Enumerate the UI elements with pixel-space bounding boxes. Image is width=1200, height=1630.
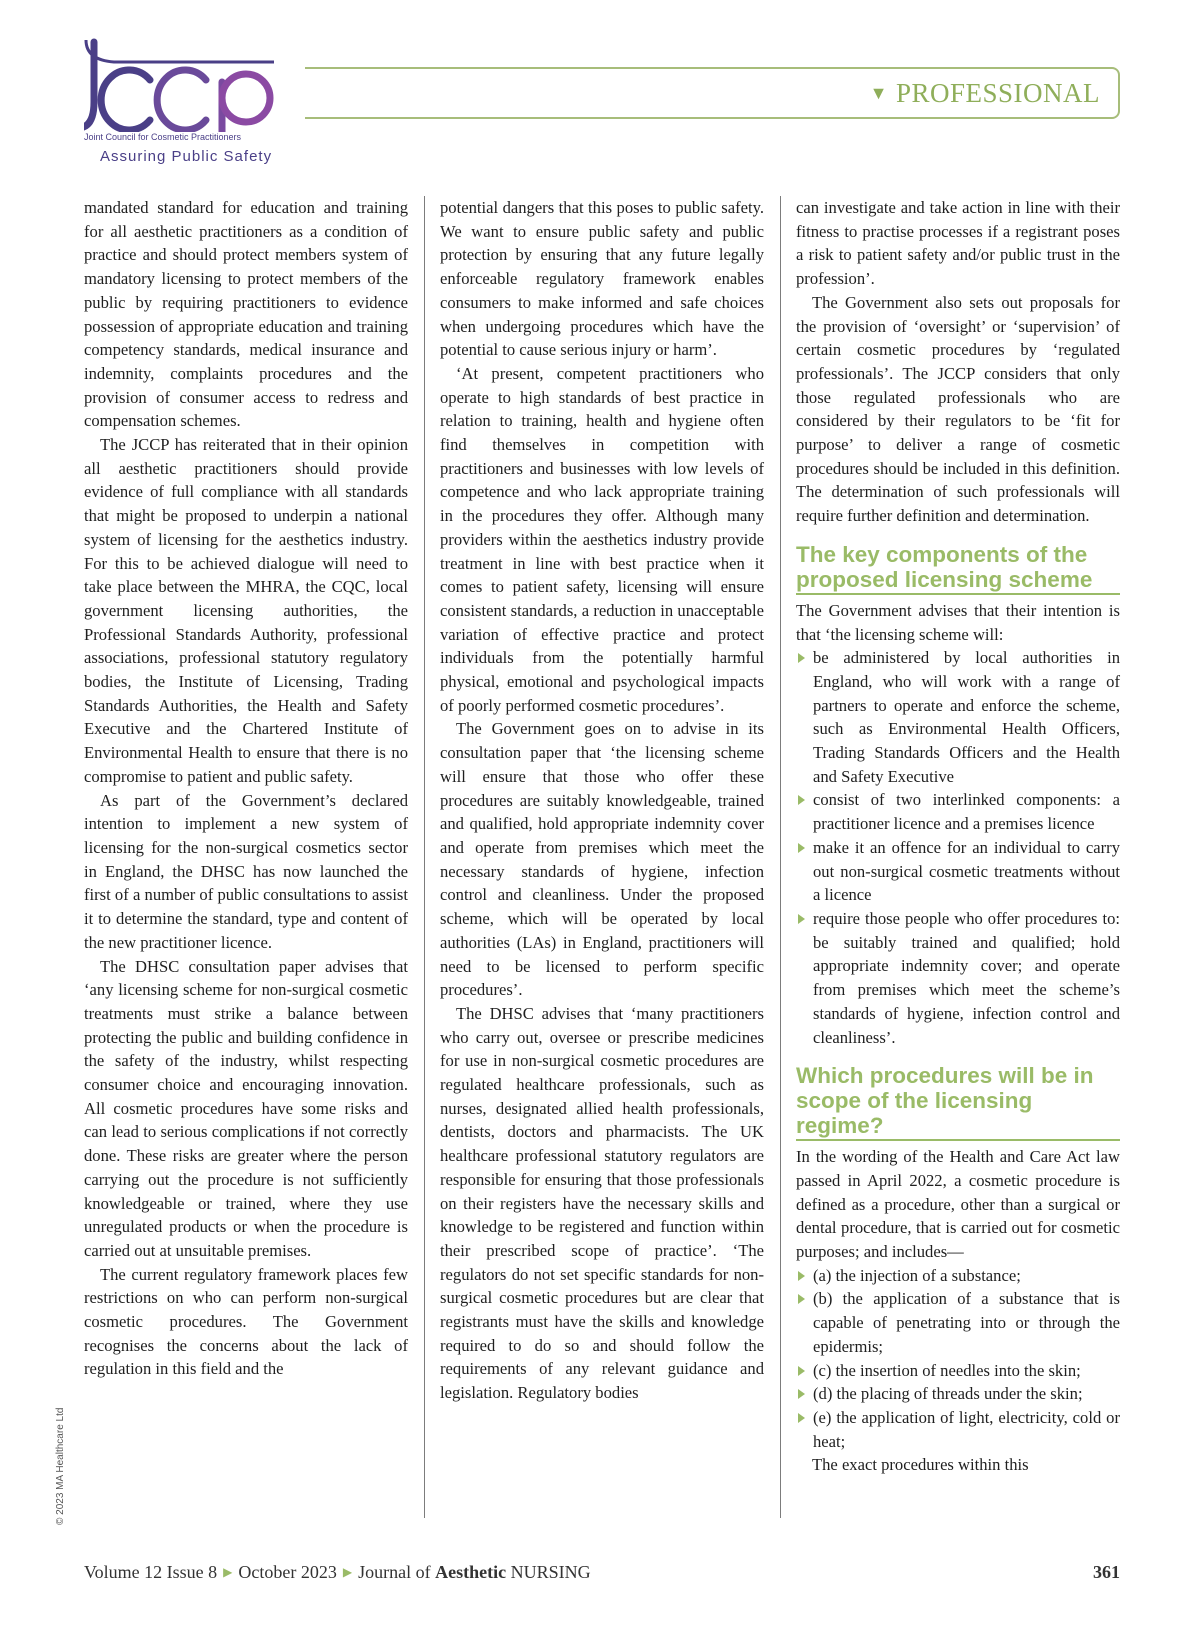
paragraph: The Government advises that their intention is that ‘the licensing scheme will: bbox=[796, 600, 1120, 644]
paragraph: The DHSC consultation paper advises that ‘any licensing scheme for non-surgical cosmetic treatments must strike a balance between protecting the public and building confidence in the safety of the industry, whilst respecting consumer choice and encouraging innovation. All cosmetic procedures have some risks and can lead to serious complications if not correctly done. These risks are greater where the person carrying out the procedure is not sufficiently knowledgeable or trained, where they use unregulated products or when the procedure is carried out at unsuitable premises. bbox=[84, 956, 408, 1260]
list-item: (e) the application of light, electricity, cold or heat; bbox=[796, 1406, 1120, 1453]
copyright-notice: © 2023 MA Healthcare Ltd bbox=[55, 1407, 66, 1525]
subheading-procedures-in-scope: Which procedures will be in scope of the licensing regime? bbox=[796, 1063, 1120, 1141]
section-banner bbox=[305, 67, 1120, 119]
subheading-key-components: The key components of the proposed licensing scheme bbox=[796, 542, 1120, 595]
section-triangle-icon: ▼ bbox=[869, 83, 888, 103]
paragraph: can investigate and take action in line with their fitness to practise processes if a registrant poses a risk to patient safety and/or public trust in the profession’. bbox=[796, 198, 1120, 289]
section-label bbox=[870, 78, 1100, 109]
footer-journal-bold: Aesthetic bbox=[435, 1562, 507, 1582]
paragraph: The exact procedures within this bbox=[812, 1455, 1029, 1475]
jccp-logo bbox=[84, 36, 284, 176]
bullet-list-components bbox=[796, 646, 1120, 1049]
list-item: (c) the insertion of needles into the skin; bbox=[796, 1359, 1120, 1383]
footer-citation bbox=[84, 1562, 591, 1583]
paragraph: The DHSC advises that ‘many practitioners who carry out, oversee or prescribe medicines for use in non-surgical cosmetic procedures are regulated healthcare professionals, such as nurses, designated allied health professionals, dentists, doctors and pharmacists. The UK healthcare professional statutory regulators are responsible for ensuring that those professionals on their registers have the necessary skills and knowledge to be registered and function within their prescribed scope of practice’. ‘The regulators do not set specific standards for non-surgical cosmetic procedures but are clear that registrants must have the skills and knowledge required to do so and should follow the requirements of any relevant guidance and legislation. Regulatory bodies bbox=[440, 1003, 764, 1403]
article-column-3 bbox=[796, 196, 1120, 1477]
list-item: be administered by local authorities in England, who will work with a range of partners to operate and enforce the scheme, such as Environmental Health Officers, Trading Standards Officers and the Health and Safety Executive bbox=[796, 646, 1120, 788]
column-divider bbox=[780, 196, 781, 1518]
list-item: make it an offence for an individual to carry out non-surgical cosmetic treatments without a licence bbox=[796, 836, 1120, 907]
footer-journal-prefix: Journal of bbox=[358, 1562, 431, 1582]
page-number: 361 bbox=[1093, 1562, 1120, 1582]
footer-volume: Volume 12 Issue 8 bbox=[84, 1562, 218, 1582]
footer-separator-icon: ▶ bbox=[342, 1565, 353, 1579]
paragraph: The JCCP has reiterated that in their opinion all aesthetic practitioners should provide evidence of full compliance with all standards that might be proposed to underpin a national system of licensing for the aesthetics industry. For this to be achieved dialogue will need to take place between the MHRA, the CQC, local government licensing authorities, the Professional Standards Authority, professional associations, professional statutory regulatory bodies, the Institute of Licensing, Trading Standards Authorities, the Health and Safety Executive and the Chartered Institute of Environmental Health to ensure that there is no compromise to patient and public safety. bbox=[84, 435, 408, 786]
footer-date: October 2023 bbox=[238, 1562, 337, 1582]
paragraph: mandated standard for education and training for all aesthetic practitioners as a condition of practice and should protect members system of mandatory licensing to protect members of the public by requiring practitioners to evidence possession of appropriate education and training competency standards, medical insurance and indemnity, complaints procedures and the provision of consumer access to redress and compensation schemes. bbox=[84, 198, 408, 431]
list-item: (a) the injection of a substance; bbox=[796, 1264, 1120, 1288]
article-column-2 bbox=[440, 196, 764, 1405]
list-item: require those people who offer procedures to: be suitably trained and qualified; hold appropriate indemnity cover; and operate from premises which meet the scheme’s standards of hygiene, infection control and cleanliness’. bbox=[796, 907, 1120, 1049]
logo-org-name: Joint Council for Cosmetic Practitioners bbox=[84, 132, 242, 142]
paragraph: The current regulatory framework places few restrictions on who can perform non-surgical cosmetic procedures. The Government recognises the concerns about the lack of regulation in this field and the bbox=[84, 1264, 408, 1379]
section-title: PROFESSIONAL bbox=[895, 78, 1100, 108]
paragraph: potential dangers that this poses to public safety. We want to ensure public safety and public protection by ensuring that any future legally enforceable regulatory framework enables consumers to make informed and safe choices when undergoing procedures which have the potential to cause serious injury or harm’. bbox=[440, 198, 764, 360]
list-item: consist of two interlinked components: a practitioner licence and a premises licence bbox=[796, 788, 1120, 835]
list-item: (d) the placing of threads under the skin; bbox=[796, 1382, 1120, 1406]
paragraph: ‘At present, competent practitioners who operate to high standards of best practice in relation to training, health and hygiene often find themselves in competition with practitioners and businesses with low levels of competence and who lack appropriate training in the procedures they offer. Although many providers within the aesthetics industry provide treatment in line with best practice when it comes to patient safety, licensing will ensure consistent standards, a reduction in unacceptable variation of effective practice and protect individuals from the potentially harmful physical, emotional and psychological impacts of poorly performed cosmetic procedures’. bbox=[440, 363, 764, 715]
logo-tagline: Assuring Public Safety bbox=[100, 148, 273, 165]
paragraph: In the wording of the Health and Care Act law passed in April 2022, a cosmetic procedure is defined as a procedure, other than a surgical or dental procedure, that is carried out for cosmetic purposes; and includes— bbox=[796, 1147, 1120, 1262]
bullet-list-procedures bbox=[796, 1264, 1120, 1454]
footer-journal-suffix: NURSING bbox=[510, 1562, 591, 1582]
paragraph: The Government also sets out proposals for the provision of ‘oversight’ or ‘supervision’ of certain cosmetic procedures by ‘regulated professionals’. The JCCP considers that only those regulated professionals who are considered by their regulators to be ‘fit for purpose’ to deliver a range of cosmetic procedures should be included in this definition. The determination of such professionals will require further definition and determination. bbox=[796, 292, 1120, 526]
footer-separator-icon: ▶ bbox=[223, 1565, 233, 1579]
article-column-1 bbox=[84, 196, 408, 1381]
paragraph: As part of the Government’s declared intention to implement a new system of licensing for the non-surgical cosmetics sector in England, the DHSC has now launched the first of a number of public consultations to assist it to determine the standard, type and content of the new practitioner licence. bbox=[84, 790, 408, 952]
logo-swoosh-icon bbox=[84, 36, 284, 66]
column-divider bbox=[424, 196, 425, 1518]
paragraph: The Government goes on to advise in its consultation paper that ‘the licensing scheme will ensure that those who offer these procedures are suitably knowledgeable, trained and qualified, hold appropriate indemnity cover and operate from premises which meet the necessary standards of hygiene, infection control and cleanliness. Under the proposed scheme, which will be operated by local authorities (LAs) in England, practitioners will need to be licensed to perform specific procedures’. bbox=[440, 719, 764, 1000]
list-item: (b) the application of a substance that is capable of penetrating into or through the epidermis; bbox=[796, 1287, 1120, 1358]
